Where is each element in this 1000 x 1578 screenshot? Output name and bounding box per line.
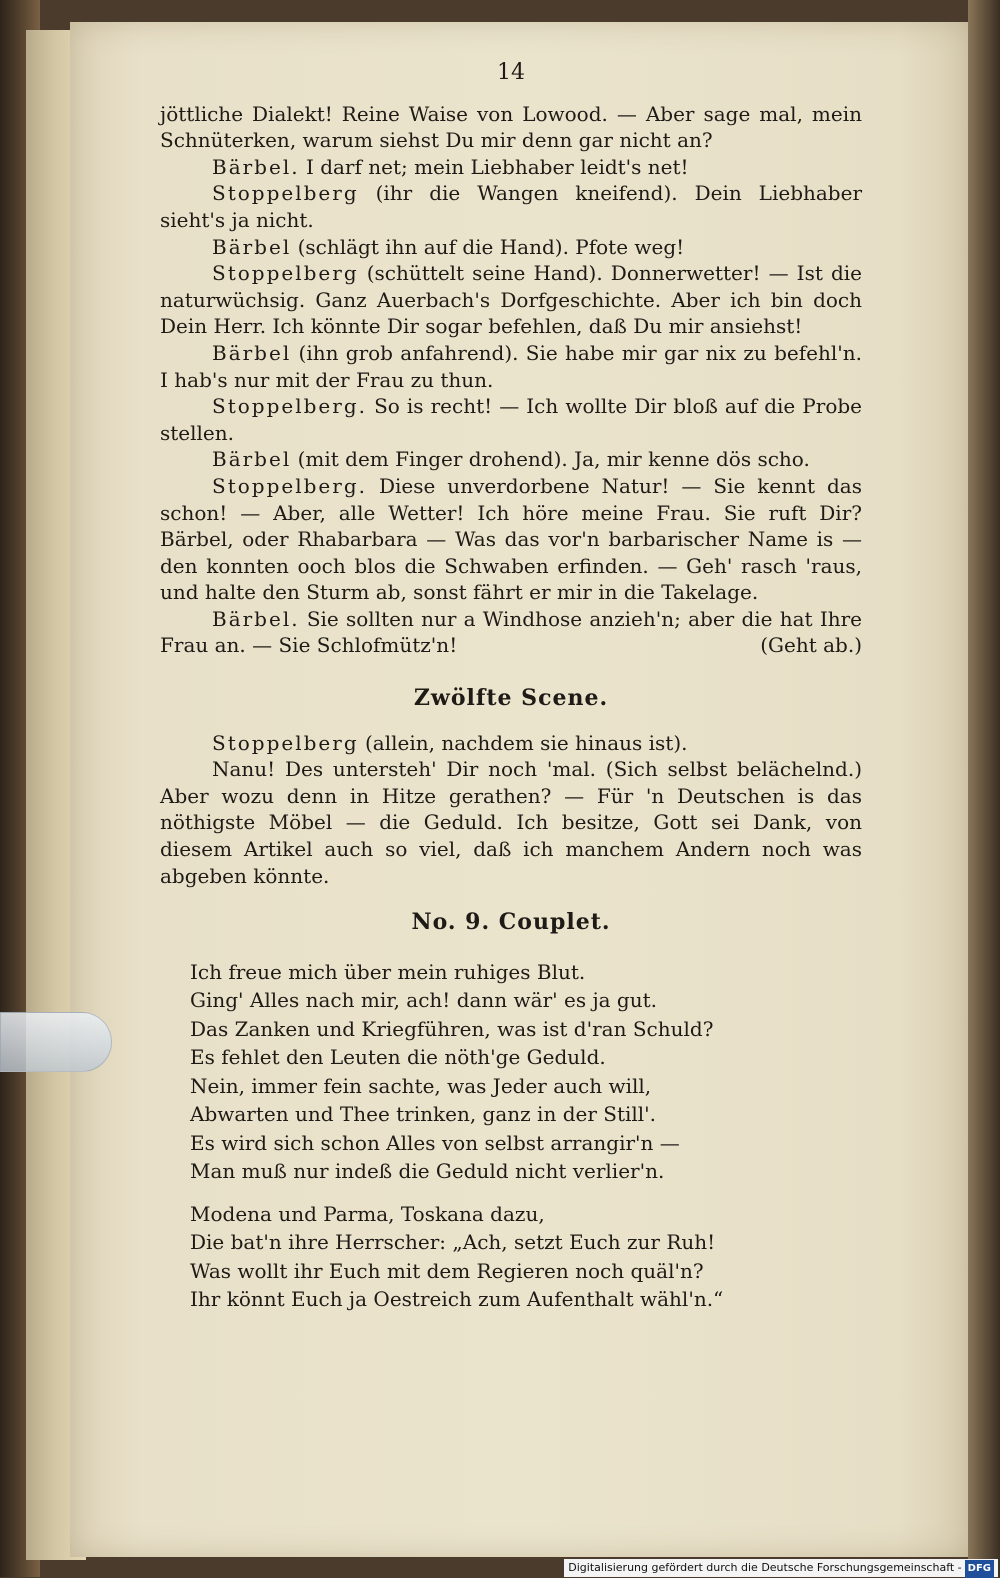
dialogue-text: (mit dem Finger drohend). Ja, mir kenne dös scho. xyxy=(297,447,810,472)
dialogue-text: jöttliche Dialekt! Reine Waise von Lowood. — Aber sage mal, mein Schnüterken, warum siehst Du mir denn gar nicht an? xyxy=(160,101,862,153)
speaker-name: Stoppelberg xyxy=(212,261,359,286)
dialogue-text: (ihn grob anfahrend). Sie habe mir gar nix zu befehl'n. I hab's nur mit der Frau zu thun. xyxy=(160,340,862,392)
speaker-name: Bärbel. xyxy=(212,154,300,179)
verse-line: Ihr könnt Euch ja Oestreich zum Aufenthalt wähl'n.“ xyxy=(190,1287,724,1312)
verse-stanza-2 xyxy=(190,1200,862,1314)
dialogue-text: (schlägt ihn auf die Hand). Pfote weg! xyxy=(297,234,685,259)
stage-direction: (Geht ab.) xyxy=(760,633,862,658)
dialogue-text: So is recht! — Ich wollte Dir bloß auf die Probe stellen. xyxy=(160,394,863,445)
dialogue-paragraph-exit xyxy=(160,606,862,659)
dialogue-text: (schüttelt seine Hand). Donnerwetter! — Ist die naturwüchsig. Ganz Auerbach's Dorfgeschichte. Aber ich bin doch Dein Herr. Ich könnte Dir sogar befehlen, daß Du mir ansiehst! xyxy=(160,261,862,339)
scene-heading: Zwölfte Scene. xyxy=(413,685,609,712)
dialogue-text: Sie sollten nur a Windhose anzieh'n; aber die hat Ihre Frau an. — Sie Schlofmütz'n! xyxy=(160,606,862,658)
speaker-name: Bärbel xyxy=(212,234,292,259)
scene-intro xyxy=(160,730,862,757)
digitization-footer xyxy=(564,1559,998,1577)
verse-line: Es wird sich schon Alles von selbst arrangir'n — xyxy=(190,1130,680,1155)
dialogue-paragraph xyxy=(160,260,862,340)
stage-direction: (allein, nachdem sie hinaus ist). xyxy=(364,730,688,755)
verse-line: Man muß nur indeß die Geduld nicht verlier'n. xyxy=(190,1159,665,1184)
right-page-edge xyxy=(968,0,1000,1577)
couplet-heading: No. 9. Couplet. xyxy=(411,909,611,936)
verse-line: Ich freue mich über mein ruhiges Blut. xyxy=(190,959,586,984)
dialogue-text: (ihr die Wangen kneifend). Dein Liebhaber sieht's ja nicht. xyxy=(160,181,863,232)
verse-line: Es fehlet den Leuten die nöth'ge Geduld. xyxy=(190,1045,606,1070)
verse-line: Modena und Parma, Toskana dazu, xyxy=(190,1201,545,1226)
dialogue-text: I darf net; mein Liebhaber leidt's net! xyxy=(305,154,689,179)
monologue: Nanu! Des untersteh' Dir noch 'mal. (Sich selbst belächelnd.) Aber wozu denn in Hitze gerathen? — Für 'n Deutschen is das nöthigste Möbel — die Geduld. Ich besitze, Gott sei Dank, von diesem Artikel auch so viel, daß ich manchem Andern noch was abgeben könnte. xyxy=(160,757,862,888)
dialogue-paragraph xyxy=(160,393,862,446)
speaker-name: Bärbel. xyxy=(212,606,300,631)
dialogue-paragraph xyxy=(160,180,862,233)
dialogue-block xyxy=(160,101,862,606)
page-number: 14 xyxy=(497,60,525,85)
speaker-name: Stoppelberg xyxy=(212,730,359,755)
speaker-name: Stoppelberg. xyxy=(212,394,367,419)
verse-line: Die bat'n ihre Herrscher: „Ach, setzt Euch zur Ruh! xyxy=(190,1230,716,1255)
speaker-name: Stoppelberg. xyxy=(212,473,367,498)
verse-line: Das Zanken und Kriegführen, was ist d'ran Schuld? xyxy=(190,1016,714,1041)
verse-line: Ging' Alles nach mir, ach! dann wär' es ja gut. xyxy=(190,988,658,1013)
speaker-name: Bärbel xyxy=(212,447,292,472)
verse-line: Was wollt ihr Euch mit dem Regieren noch quäl'n? xyxy=(190,1258,704,1283)
verse-stanza-1 xyxy=(190,958,862,1186)
verse-line: Abwarten und Thee trinken, ganz in der Still'. xyxy=(190,1102,657,1127)
dialogue-text: Diese unverdorbene Natur! — Sie kennt das schon! — Aber, alle Wetter! Ich höre meine Frau. Sie ruft Dir? Bärbel, oder Rhabarbara — Was das vor'n barbarischer Name is — den konnten ooch blos die Schwaben erfinden. — Geh' rasch 'raus, und halte den Sturm ab, sonst fährt er mir in die Takelage. xyxy=(160,473,862,605)
speaker-name: Bärbel xyxy=(212,340,292,365)
speaker-name: Stoppelberg xyxy=(212,181,359,206)
dialogue-paragraph xyxy=(160,101,862,154)
dialogue-paragraph xyxy=(160,473,862,606)
dfg-logo: DFG xyxy=(965,1560,994,1578)
page-content xyxy=(160,60,862,1328)
dialogue-paragraph xyxy=(160,446,862,473)
dialogue-paragraph xyxy=(160,154,862,181)
dialogue-paragraph xyxy=(160,234,862,261)
footer-text: Digitalisierung gefördert durch die Deutsche Forschungsgemeinschaft - xyxy=(568,1561,962,1574)
scanner-thumb-clip xyxy=(0,1012,112,1072)
dialogue-paragraph xyxy=(160,340,862,393)
verse-line: Nein, immer fein sachte, was Jeder auch will, xyxy=(190,1073,652,1098)
